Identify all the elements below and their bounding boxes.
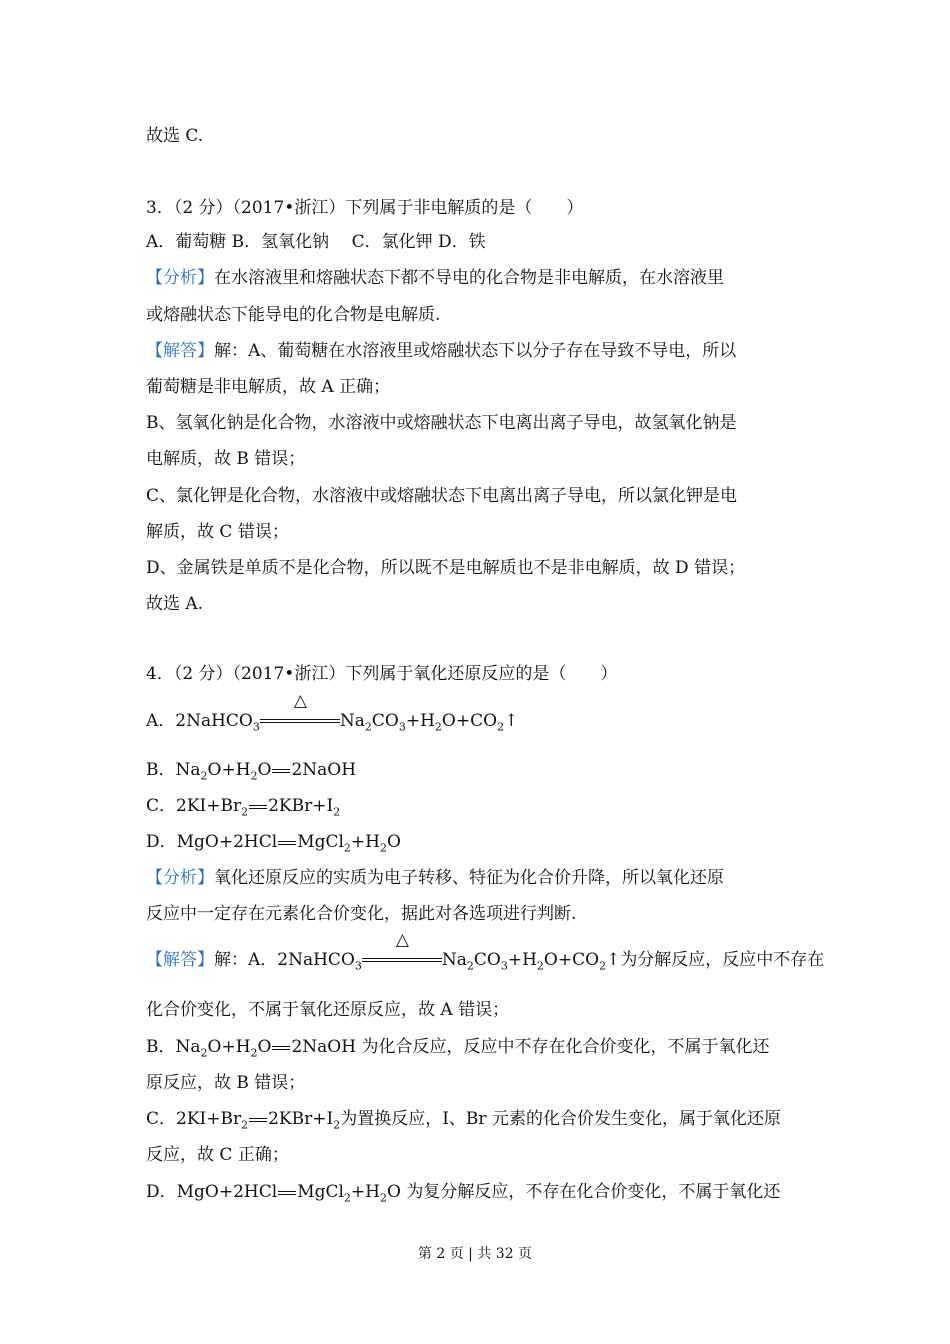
answer-tag: 【解答】 bbox=[146, 341, 214, 361]
answer-tag: 【解答】 bbox=[146, 950, 214, 970]
answer-line: C、氯化钾是化合物，水溶液中或熔融状态下电离出离子导电，所以氯化钾是电 bbox=[146, 486, 738, 506]
question-3-options: A．葡萄糖 B．氢氧化钠 C．氯化钾 D．铁 bbox=[146, 232, 486, 252]
heat-triangle-icon: △ bbox=[395, 930, 409, 950]
option-d: D．MgO+2HCl $MgCl_2+H_2O$ bbox=[146, 832, 401, 855]
answer-line: D、金属铁是单质不是化合物，所以既不是电解质也不是非电解质，故 D 错误； bbox=[146, 558, 746, 578]
answer-line: 【解答】解：A．2NaHCO$_3$ △ $Na_2CO_3+H_2O+CO_2↑$为分解反应，反应中不存在 bbox=[146, 930, 825, 973]
heat-triangle-icon: △ bbox=[293, 691, 307, 711]
heating-condition bbox=[260, 691, 340, 733]
answer-line: C．$2KI+Br_2$ $2KBr+I_2$为置换反应，I、Br 元素的化合价发生变化，属于氧化还原 bbox=[146, 1109, 781, 1132]
answer-line: B．$Na_2O+H_2O$ 2NaOH 为化合反应，反应中不存在化合价变化，不属于氧化还 bbox=[146, 1037, 770, 1060]
answer-text: 解：A、葡萄糖在水溶液里或熔融状态下以分子存在导致不导电，所以 bbox=[214, 341, 737, 361]
answer-line: 化合价变化，不属于氧化还原反应，故 A 错误； bbox=[146, 1000, 510, 1020]
page-footer: 第 2 页 | 共 32 页 bbox=[417, 1246, 533, 1262]
answer-line: 电解质，故 B 错误； bbox=[146, 449, 306, 469]
heating-condition bbox=[362, 930, 442, 972]
gas-arrow-icon: ↑ bbox=[504, 711, 519, 731]
option-c: C．$2KI+Br_2$ $2KBr+I_2$ bbox=[146, 796, 341, 819]
analysis-line: 或熔融状态下能导电的化合物是电解质. bbox=[146, 305, 441, 325]
question-4-title: 4．（2 分）（2017•浙江）下列属于氧化还原反应的是（ ） bbox=[146, 664, 618, 684]
answer-line: D．MgO+2HCl $MgCl_2+H_2O$ 为复分解反应，不存在化合价变化，不属于氧化还 bbox=[146, 1182, 781, 1205]
answer-line: B、氢氧化钠是化合物，水溶液中或熔融状态下电离出离子导电，故氢氧化钠是 bbox=[146, 413, 737, 433]
analysis-tag: 【分析】 bbox=[146, 868, 214, 888]
answer-line: 反应，故 C 正确； bbox=[146, 1145, 289, 1165]
answer-line: 葡萄糖是非电解质，故 A 正确； bbox=[146, 377, 391, 397]
text-line: 故选 C. bbox=[146, 126, 204, 146]
analysis-line: 【分析】氧化还原反应的实质为电子转移、特征为化合价升降，所以氧化还原 bbox=[146, 868, 724, 888]
answer-line bbox=[146, 339, 736, 363]
answer-line: 原反应，故 B 错误； bbox=[146, 1073, 306, 1093]
answer-line: 解质，故 C 错误； bbox=[146, 522, 289, 542]
question-3-title: 3．（2 分）（2017•浙江）下列属于非电解质的是（ ） bbox=[146, 198, 584, 218]
option-b: B．$Na_2O+H_2O$ 2NaOH bbox=[146, 760, 357, 783]
analysis-tag: 【分析】 bbox=[146, 268, 214, 288]
analysis-text: 在水溶液里和熔融状态下都不导电的化合物是非电解质，在水溶液里 bbox=[214, 268, 724, 288]
analysis-line: 反应中一定存在元素化合价变化，据此对各选项进行判断. bbox=[146, 904, 577, 924]
analysis-line bbox=[146, 266, 724, 290]
answer-line: 故选 A. bbox=[146, 594, 204, 614]
option-a: A．2NaHCO$_3$ △ $Na_2CO_3+H_2O+CO_2↑$ bbox=[146, 691, 519, 734]
gas-arrow-icon: ↑ bbox=[606, 950, 621, 970]
